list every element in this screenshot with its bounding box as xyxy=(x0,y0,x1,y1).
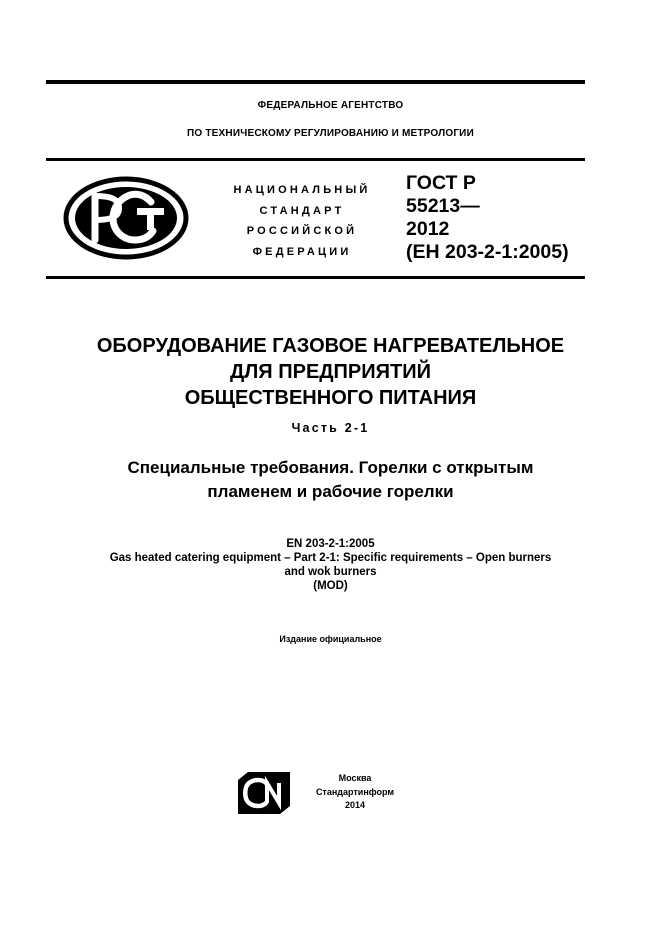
si-logo-icon xyxy=(236,772,290,814)
designation-line: ГОСТ Р xyxy=(406,172,476,194)
en-code: EN 203-2-1:2005 xyxy=(286,538,375,550)
en-title-line: Gas heated catering equipment – Part 2-1: Specific requirements – Open burners xyxy=(109,552,552,564)
publisher-name: Стандартинформ xyxy=(315,786,395,797)
agency-line-1: ФЕДЕРАЛЬНОЕ АГЕНТСТВО xyxy=(257,100,404,111)
top-rule xyxy=(46,80,585,84)
designation-line: 55213— xyxy=(406,195,480,217)
middle-rule xyxy=(46,158,585,161)
rst-logo-icon xyxy=(63,176,189,260)
standard-type-line: РОССИЙСКОЙ xyxy=(246,225,358,237)
document-title xyxy=(20,333,641,411)
publication-year: 2014 xyxy=(344,800,366,810)
title-line: ДЛЯ ПРЕДПРИЯТИЙ xyxy=(230,361,431,383)
standard-type-line: СТАНДАРТ xyxy=(259,204,345,217)
publisher-info xyxy=(300,772,410,813)
agency-line-2: ПО ТЕХНИЧЕСКОМУ РЕГУЛИРОВАНИЮ И МЕТРОЛОГИИ xyxy=(187,128,474,139)
bottom-rule xyxy=(46,276,585,279)
edition-label: Издание официальное xyxy=(279,634,382,644)
en-modifier: (MOD) xyxy=(313,580,348,592)
publisher-city: Москва xyxy=(338,773,372,783)
designation-line: (ЕН 203-2-1:2005) xyxy=(406,241,569,263)
standard-type-line: НАЦИОНАЛЬНЫЙ xyxy=(233,184,371,196)
standard-designation xyxy=(406,172,606,264)
standard-type-block xyxy=(222,180,382,262)
designation-line: 2012 xyxy=(406,218,450,240)
part-number: Часть 2-1 xyxy=(291,421,370,435)
subtitle-line: Специальные требования. Горелки с открытым xyxy=(127,458,534,477)
title-line: ОБЩЕСТВЕННОГО ПИТАНИЯ xyxy=(184,387,477,409)
subtitle-line: пламенем и рабочие горелки xyxy=(207,482,454,501)
standard-type-line: ФЕДЕРАЦИИ xyxy=(252,245,352,258)
en-title-line: and wok burners xyxy=(284,566,377,578)
en-reference xyxy=(20,537,641,593)
document-subtitle xyxy=(20,456,641,504)
title-line: ОБОРУДОВАНИЕ ГАЗОВОЕ НАГРЕВАТЕЛЬНОЕ xyxy=(96,335,565,357)
